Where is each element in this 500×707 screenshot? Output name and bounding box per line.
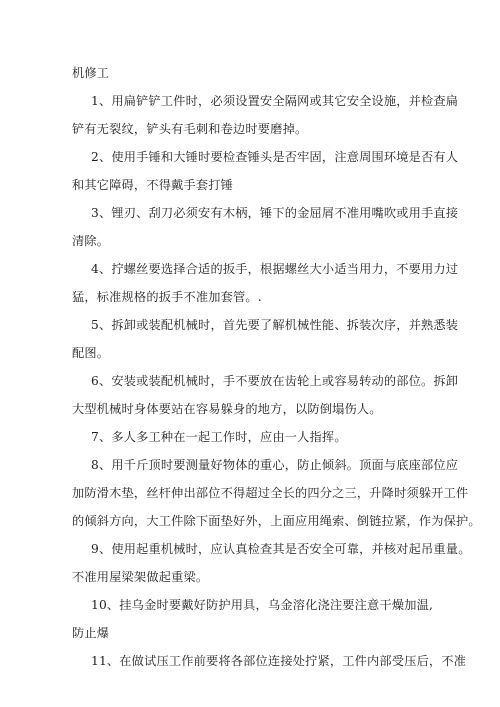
paragraph-line: 11、在做试压工作前要将各部位连接处拧紧，工件内部受压后，不准 [91, 654, 467, 668]
paragraph-line: 大型机械时身体要站在容易躲身的地方，以防倒塌伤人。 [72, 402, 382, 416]
paragraph-line: 5、拆卸或装配机械时，首先要了解机械性能、拆装次序，并熟悉装 [91, 318, 459, 332]
paragraph-line: 猛，标准规格的扳手不准加套管。. [72, 290, 262, 304]
paragraph-line: 9、使用起重机械时，应认真检查其是否安全可靠，并核对起吊重量。 [91, 542, 471, 556]
paragraph-line: 7、多人多工种在一起工作时，应由一人指挥。 [91, 430, 347, 444]
paragraph-line: 不准用屋梁架做起重梁。 [72, 570, 209, 584]
paragraph-line: 2、使用手锤和大锤时要检查锤头是否牢固，注意周围环境是否有人 [91, 150, 459, 164]
paragraph-line: 8、用千斤顶时要测量好物体的重心，防止倾斜。顶面与底座部位应 [91, 458, 459, 472]
paragraph-line: 铲有无裂纹，铲头有毛刺和卷边时要磨掉。 [72, 122, 308, 136]
paragraph-line: 6、安装或装配机械时，手不要放在齿轮上或容易转动的部位。拆卸 [91, 374, 459, 388]
paragraph-line: 4、拧螺丝要选择合适的扳手，根据螺丝大小适当用力，不要用力过 [91, 262, 459, 276]
document-title: 机修工 [72, 66, 110, 80]
paragraph-line: 和其它障碍，不得戴手套打锤 [72, 178, 234, 192]
paragraph-line: 的倾斜方向，大工件除下面垫好外，上面应用绳索、倒链拉紧，作为保护。 [72, 514, 481, 528]
paragraph-line: 3、锂刃、刮刀必须安有木柄，锤下的金屈屑不准用嘴吹或用手直接 [91, 206, 459, 220]
paragraph-line: 10、挂乌金时要戴好防护用具，乌金溶化浇注要注意干燥加温, [91, 598, 434, 612]
paragraph-line: 1、用扁铲铲工件时，必须设置安全隔网或其它安全设施，并检查扁 [91, 94, 459, 108]
paragraph-line: 加防滑木垫，丝杆伸出部位不得超过全长的四分之三，升降时须躲开工件 [72, 486, 469, 500]
paragraph-line: 防止爆 [72, 626, 110, 640]
paragraph-line: 清除。 [72, 234, 110, 248]
paragraph-line: 配图。 [72, 346, 110, 360]
